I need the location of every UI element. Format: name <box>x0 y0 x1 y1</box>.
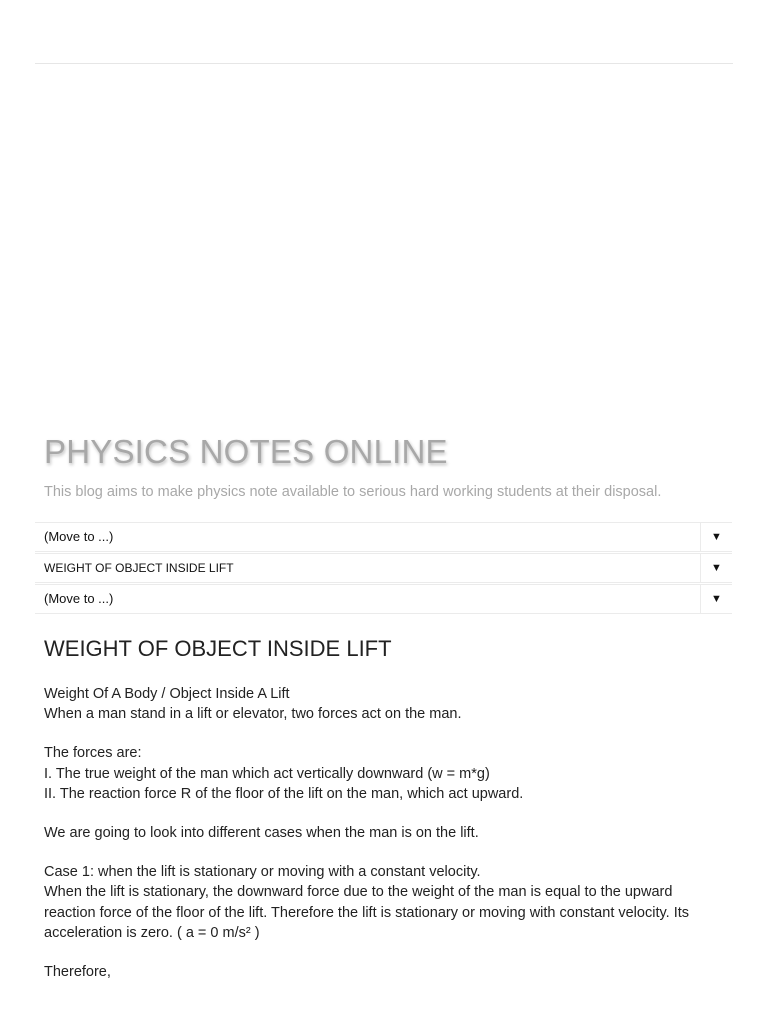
dropdown-arrow-icon: ▼ <box>711 562 722 574</box>
post-title: WEIGHT OF OBJECT INSIDE LIFT <box>44 636 392 661</box>
post-paragraph <box>44 962 714 982</box>
labels-nav-dropdown-toggle[interactable] <box>700 585 732 613</box>
blog-description: This blog aims to make physics note available to serious hard working students at their disposal. <box>44 484 662 500</box>
post-text-line: When the lift is stationary, the downward force due to the weight of the man is equal to the upward reaction force of the floor of the lift. Therefore the lift is stationary or moving with constant velocity. Its acceleration is zero. ( a = 0 m/s² ) <box>44 884 690 941</box>
post-paragraph <box>44 862 714 943</box>
post-text-line: II. The reaction force R of the floor of the lift on the man, which act upward. <box>44 785 524 802</box>
posts-nav-select[interactable] <box>35 553 732 583</box>
post-text-line: We are going to look into different cases when the man is on the lift. <box>44 825 479 842</box>
post-body <box>44 684 714 1001</box>
labels-nav-select[interactable] <box>35 584 732 614</box>
post-text-line: The forces are: <box>44 745 142 762</box>
labels-nav-selected-value: (Move to ...) <box>44 591 114 606</box>
pages-nav-select[interactable] <box>35 522 732 552</box>
post-text-line: Case 1: when the lift is stationary or moving with a constant velocity. <box>44 864 481 881</box>
blog-title[interactable]: PHYSICS NOTES ONLINE <box>44 433 448 470</box>
post-paragraph <box>44 684 714 724</box>
post-paragraph <box>44 743 714 804</box>
post-paragraph <box>44 823 714 843</box>
post-text-line: Therefore, <box>44 964 111 981</box>
pages-nav-dropdown-toggle[interactable] <box>700 523 732 551</box>
post-text-line: I. The true weight of the man which act vertically downward (w = m*g) <box>44 765 490 782</box>
header-banner-area <box>35 64 733 424</box>
post-text-line: Weight Of A Body / Object Inside A Lift <box>44 686 290 702</box>
post-text-line: When a man stand in a lift or elevator, two forces act on the man. <box>44 706 462 723</box>
dropdown-arrow-icon: ▼ <box>711 593 722 605</box>
posts-nav-dropdown-toggle[interactable] <box>700 554 732 582</box>
pages-nav-selected-value: (Move to ...) <box>44 529 114 544</box>
dropdown-arrow-icon: ▼ <box>711 531 722 543</box>
posts-nav-selected-value: WEIGHT OF OBJECT INSIDE LIFT <box>44 561 234 575</box>
